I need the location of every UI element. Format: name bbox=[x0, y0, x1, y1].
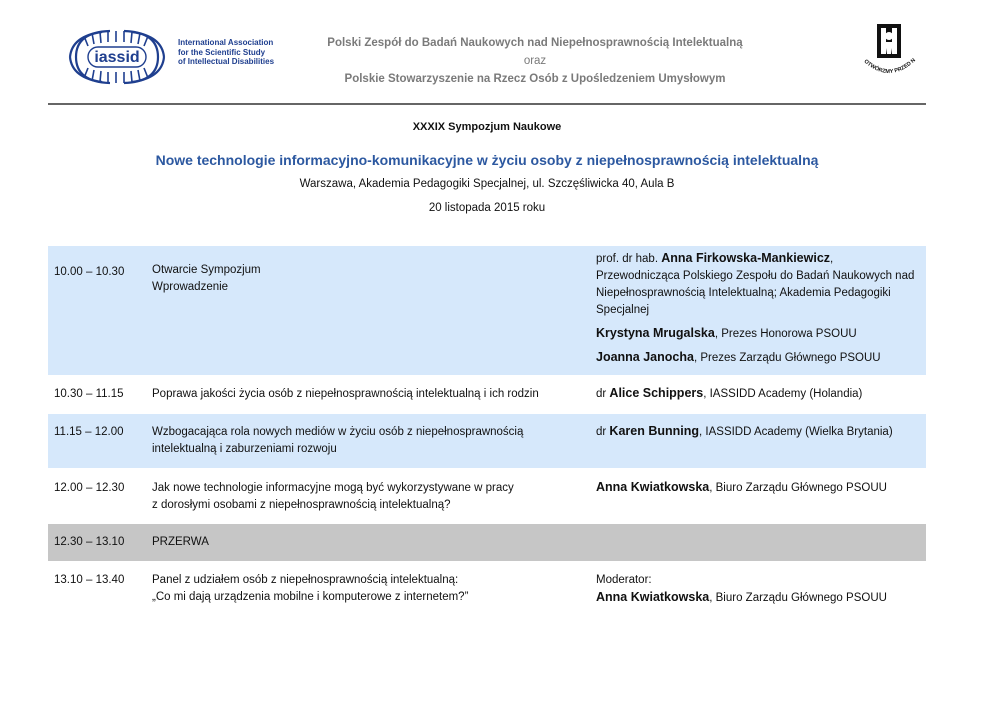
speaker-name: Anna Kwiatkowska bbox=[596, 480, 710, 494]
event-name: XXXIX Sympozjum Naukowe bbox=[412, 121, 562, 133]
row-speakers bbox=[596, 250, 924, 373]
row-time: 13.10 – 13.40 bbox=[54, 574, 125, 586]
program-row bbox=[48, 246, 926, 375]
row-topic-line: „Co mi dają urządzenia mobilne i komputerowe z internetem?” bbox=[152, 591, 469, 603]
speaker-title: dr bbox=[596, 388, 610, 400]
speaker-name: Alice Schippers bbox=[609, 386, 704, 400]
organizer-joiner: oraz bbox=[523, 55, 547, 67]
row-topic-line: Wprowadzenie bbox=[152, 281, 229, 293]
speaker-title: dr bbox=[596, 426, 610, 438]
row-topic: PRZERWA bbox=[152, 536, 209, 548]
row-time: 10.30 – 11.15 bbox=[54, 388, 124, 400]
psouu-emblem-icon bbox=[854, 20, 924, 86]
logo-wordmark: iassid bbox=[94, 49, 140, 66]
row-speakers bbox=[596, 385, 924, 403]
speaker-title: prof. dr hab. bbox=[596, 253, 662, 265]
speaker-affiliation: , Biuro Zarządu Głównego PSOUU bbox=[709, 482, 887, 494]
row-time: 12.00 – 12.30 bbox=[54, 482, 125, 494]
organizer-2: Polskie Stowarzyszenie na Rzecz Osób z Upośledzeniem Umysłowym bbox=[344, 73, 726, 85]
speaker-punct: , bbox=[830, 253, 834, 265]
speaker-entry bbox=[596, 349, 924, 367]
program-row-break bbox=[48, 524, 926, 561]
program-row bbox=[48, 468, 926, 524]
speaker-affiliation: , Prezes Zarządu Głównego PSOUU bbox=[693, 352, 881, 364]
iassid-globe-icon bbox=[62, 28, 172, 86]
row-time: 12.30 – 13.10 bbox=[54, 536, 125, 548]
speaker-entry bbox=[596, 589, 924, 607]
speaker-name: Joanna Janocha bbox=[596, 350, 694, 364]
row-topic-line: z dorosłymi osobami z niepełnosprawnością intelektualną? bbox=[152, 499, 451, 511]
psouu-motto: OTWÓRZMY PRZED N bbox=[862, 57, 917, 76]
program-row bbox=[48, 561, 926, 613]
row-topic bbox=[152, 262, 592, 296]
organizer-1: Polski Zespół do Badań Naukowych nad Niepełnosprawnością Intelektualną bbox=[327, 37, 743, 49]
letterhead bbox=[0, 0, 992, 104]
iassid-name-line: of Intellectual Disabilities bbox=[178, 57, 275, 66]
organizers bbox=[290, 34, 780, 88]
speaker-affiliation: Przewodnicząca Polskiego Zespołu do Badań Naukowych nad Niepełnosprawnością Intelektualną; Akademia Pedagogiki Specjalnej bbox=[596, 270, 915, 316]
event-date: 20 listopada 2015 roku bbox=[428, 202, 546, 214]
event-title: Nowe technologie informacyjno-komunikacyjne w życiu osoby z niepełnosprawnością intelektualną bbox=[155, 152, 819, 168]
speaker-role: Moderator: bbox=[596, 574, 652, 586]
program-table bbox=[48, 246, 926, 613]
speaker-affiliation: , IASSIDD Academy (Holandia) bbox=[703, 388, 863, 400]
header-divider bbox=[48, 103, 926, 105]
row-speakers bbox=[596, 572, 924, 607]
program-row bbox=[48, 414, 926, 468]
speaker-name: Anna Firkowska-Mankiewicz bbox=[661, 251, 831, 265]
speaker-name: Karen Bunning bbox=[609, 424, 700, 438]
row-topic bbox=[152, 480, 592, 514]
row-topic bbox=[152, 572, 592, 606]
iassid-name-line: International Association bbox=[178, 38, 274, 47]
event-info bbox=[48, 118, 926, 216]
row-topic-line: Jak nowe technologie informacyjne mogą być wykorzystywane w pracy bbox=[152, 482, 514, 494]
iassid-name bbox=[178, 38, 274, 67]
event-place: Warszawa, Akademia Pedagogiki Specjalnej, ul. Szczęśliwicka 40, Aula B bbox=[299, 178, 675, 190]
row-time: 10.00 – 10.30 bbox=[54, 266, 125, 278]
program-row bbox=[48, 375, 926, 414]
row-topic: Poprawa jakości życia osób z niepełnosprawnością intelektualną i ich rodzin bbox=[152, 388, 539, 400]
row-topic-line: Wzbogacająca rola nowych mediów w życiu osób z niepełnosprawnością bbox=[152, 426, 524, 438]
speaker-name: Krystyna Mrugalska bbox=[596, 326, 715, 340]
row-speakers bbox=[596, 423, 924, 441]
row-speakers bbox=[596, 479, 924, 497]
speaker-affiliation: , Prezes Honorowa PSOUU bbox=[714, 328, 857, 340]
row-topic-line: intelektualną i zaburzeniami rozwoju bbox=[152, 443, 337, 455]
speaker-affiliation: , Biuro Zarządu Głównego PSOUU bbox=[709, 592, 887, 604]
row-topic-line: Panel z udziałem osób z niepełnosprawnością intelektualną: bbox=[152, 574, 459, 586]
speaker-affiliation: , IASSIDD Academy (Wielka Brytania) bbox=[699, 426, 893, 438]
psouu-logo bbox=[854, 20, 924, 86]
row-topic bbox=[152, 424, 592, 458]
speaker-entry bbox=[596, 325, 924, 343]
speaker-entry bbox=[596, 250, 924, 319]
iassid-logo bbox=[62, 28, 172, 86]
iassid-name-line: for the Scientific Study bbox=[178, 47, 266, 57]
row-time: 11.15 – 12.00 bbox=[54, 426, 124, 438]
row-topic-line: Otwarcie Sympozjum bbox=[152, 264, 261, 276]
speaker-name: Anna Kwiatkowska bbox=[596, 590, 710, 604]
